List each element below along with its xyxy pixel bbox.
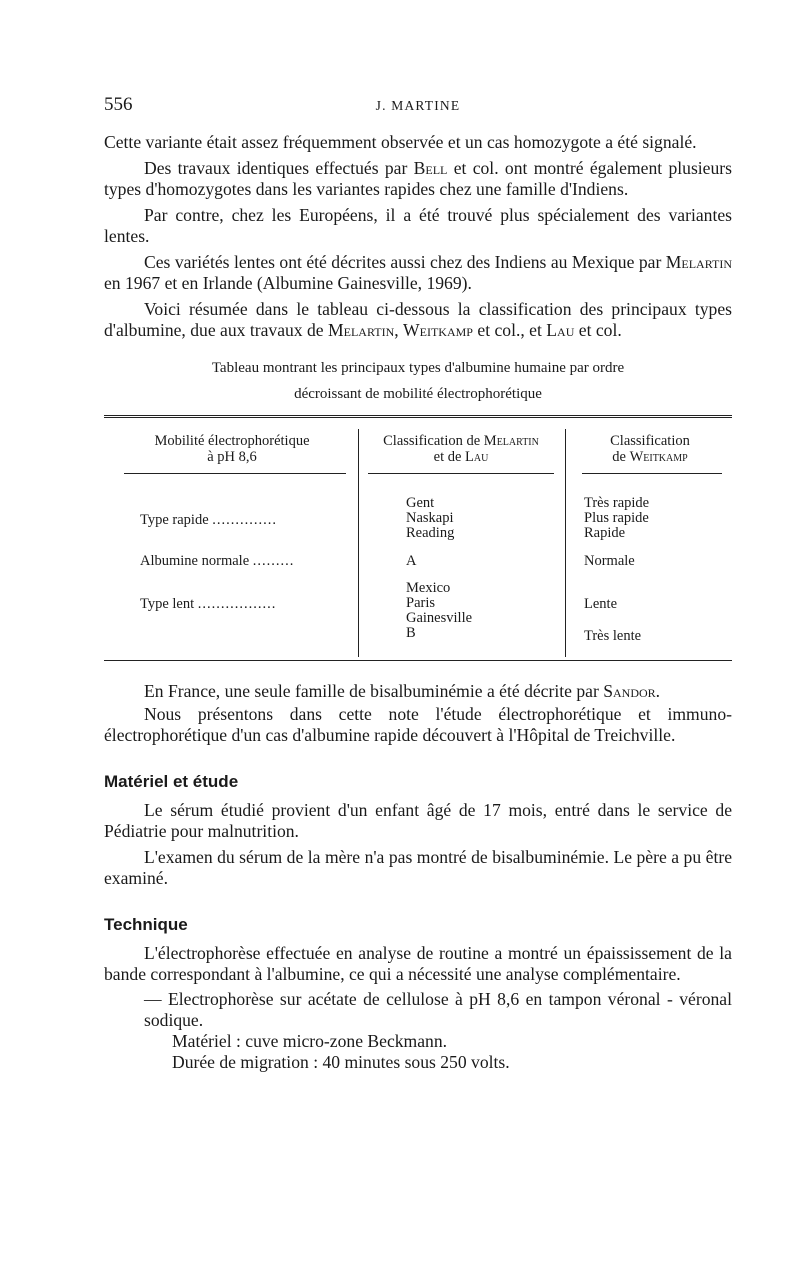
page — [104, 88, 732, 1073]
list-item: — Electrophorèse sur acétate de cellulose à pH 8,6 en tampon véronal - véronal sodique. — [144, 989, 732, 1030]
albumin-table — [104, 415, 732, 661]
running-author: J. MARTINE — [375, 98, 461, 113]
table-top-rule — [104, 415, 732, 421]
page-number: 556 — [104, 94, 133, 115]
paragraph-materiel-1: Le sérum étudié provient d'un enfant âgé de 17 mois, entré dans le service de Pédiatrie pour malnutrition. — [104, 800, 732, 841]
paragraph-4: Ces variétés lentes ont été décrites aussi chez des Indiens au Mexique par Melartin en 1967 et en Irlande (Albumine Gainesville, 1969). — [104, 252, 732, 293]
column-divider — [565, 429, 566, 657]
row-mobility: Type lent ................. — [140, 596, 277, 612]
header-melartin: Classification de Melartin et de Lau — [383, 433, 539, 465]
column-divider — [358, 429, 359, 657]
section-title-technique: Technique — [104, 915, 188, 934]
header-mobility: Mobilité électrophorétique à pH 8,6 — [154, 433, 310, 465]
paragraph-7: Nous présentons dans cette note l'étude électrophorétique et immuno-électrophorétique d'un cas d'albumine rapide découvert à l'Hôpital de Treichville. — [104, 704, 732, 745]
header-underline — [124, 473, 346, 474]
paragraph-6: En France, une seule famille de bisalbuminémie a été décrite par Sandor. — [144, 681, 661, 701]
paragraph-materiel-2: L'examen du sérum de la mère n'a pas montré de bisalbuminémie. Le père a pu être examiné. — [104, 847, 732, 888]
table-caption: Tableau montrant les principaux types d'albumine humaine par ordre décroissant de mobilité électrophorétique — [211, 360, 625, 402]
paragraph-technique-1: L'électrophorèse effectuée en analyse de routine a montré un épaississement de la bande correspondant à l'albumine, ce qui a nécessité une analyse complémentaire. — [104, 943, 732, 984]
running-head — [104, 88, 732, 118]
row-weitkamp: Très lente — [584, 628, 642, 644]
author-name: Melartin — [665, 252, 732, 272]
row-melartin: Gent Naskapi Reading — [406, 495, 455, 541]
list-item-detail: Matériel : cuve micro-zone Beckmann. — [172, 1031, 448, 1051]
row-melartin: Mexico Paris Gainesville B — [406, 580, 473, 641]
row-weitkamp: Lente — [584, 596, 618, 612]
header-underline — [368, 473, 554, 474]
section-title-materiel: Matériel et étude — [104, 772, 239, 791]
header-underline — [582, 473, 722, 474]
table-bottom-rule — [104, 660, 732, 661]
author-name: Bell — [413, 158, 448, 178]
paragraph-2: Des travaux identiques effectués par Bell et col. ont montré également plusieurs types d'homozygotes dans les variantes rapides chez une famille d'Indiens. — [104, 158, 732, 199]
paragraph-1: Cette variante était assez fréquemment observée et un cas homozygote a été signalé. — [104, 132, 697, 152]
row-mobility: Type rapide .............. — [140, 512, 278, 528]
paragraph-3: Par contre, chez les Européens, il a été trouvé plus spécialement des variantes lentes. — [104, 205, 732, 246]
row-weitkamp: Normale — [584, 553, 635, 569]
row-melartin: A — [406, 553, 417, 569]
row-weitkamp: Très rapide Plus rapide Rapide — [584, 495, 650, 541]
header-weitkamp: Classification de Weitkamp — [610, 433, 690, 465]
row-mobility: Albumine normale ......... — [140, 553, 295, 569]
list-item-detail: Durée de migration : 40 minutes sous 250 volts. — [172, 1052, 510, 1072]
paragraph-5: Voici résumée dans le tableau ci-dessous la classification des principaux types d'albumine, due aux travaux de Melartin, Weitkamp et col., et Lau et col. — [104, 299, 732, 340]
